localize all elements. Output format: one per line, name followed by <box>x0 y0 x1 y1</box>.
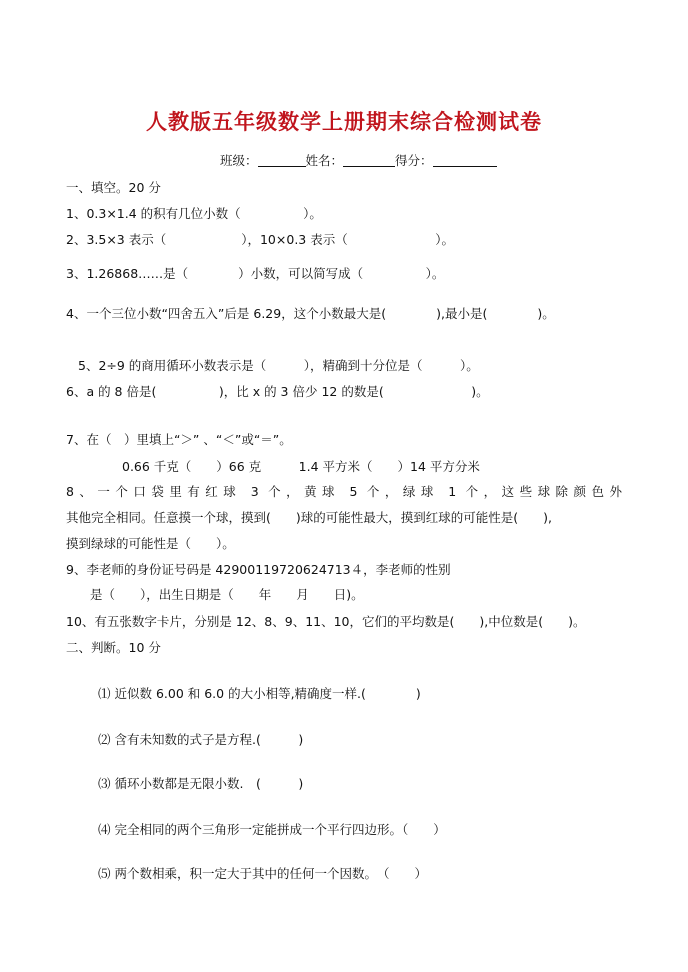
judge-5: ⑸ 两个数相乘，积一定大于其中的任何一个因数。 （ ） <box>98 866 427 881</box>
judge-1: ⑴ 近似数 6.00 和 6.0 的大小相等,精确度一样.( ) <box>98 686 421 701</box>
question-7-items: 0.66 千克（ ）66 克 1.4 平方米（ ）14 平方分米 <box>122 459 480 474</box>
score-label: 得分： <box>395 153 433 168</box>
section-fill-heading: 一、填空。20 分 <box>66 180 161 195</box>
question-5: 5、2÷9 的商用循环小数表示是（ ），精确到十分位是（ ）。 <box>78 358 479 373</box>
judge-2: ⑵ 含有未知数的式子是方程.( ) <box>98 732 304 747</box>
question-8-line-1: 8、一个口袋里有红球 3 个，黄球 5 个，绿球 1 个，这些球除颜色外 <box>66 484 622 499</box>
score-blank[interactable] <box>433 153 497 167</box>
question-2: 2、3.5×3 表示（ ），10×0.3 表示（ ）。 <box>66 232 454 247</box>
page-title: 人教版五年级数学上册期末综合检测试卷 <box>146 109 542 134</box>
question-9-line-1: 9、李老师的身份证号码是 42900119720624713４，李老师的性别 <box>66 562 451 577</box>
class-blank[interactable] <box>258 153 306 167</box>
question-6: 6、a 的 8 倍是( )，比 x 的 3 倍少 12 的数是( )。 <box>66 384 489 399</box>
question-9-line-2: 是（ ），出生日期是（ 年 月 日)。 <box>90 587 364 602</box>
question-4: 4、一个三位小数“四舍五入”后是 6.29，这个小数最大是( ),最小是( )。 <box>66 306 555 321</box>
class-label: 班级： <box>220 153 258 168</box>
question-3: 3、1.26868……是（ ）小数，可以简写成（ ）。 <box>66 266 445 281</box>
judge-3: ⑶ 循环小数都是无限小数. ( ) <box>98 776 304 791</box>
name-blank[interactable] <box>343 153 395 167</box>
question-8-line-2: 其他完全相同。任意摸一个球，摸到( )球的可能性最大，摸到红球的可能性是( ), <box>66 510 552 525</box>
question-1: 1、0.3×1.4 的积有几位小数（ ）。 <box>66 206 322 221</box>
section-judge-heading: 二、判断。10 分 <box>66 640 161 655</box>
question-10: 10、有五张数字卡片，分别是 12、8、9、11、10，它们的平均数是( ),中位数是( )。 <box>66 614 586 629</box>
question-8-line-3: 摸到绿球的可能性是（ ）。 <box>66 536 235 551</box>
name-label: 姓名： <box>305 153 344 168</box>
student-info-row <box>220 151 497 169</box>
question-7: 7、在（ ）里填上“＞” 、“＜”或“＝”。 <box>66 432 292 447</box>
judge-4: ⑷ 完全相同的两个三角形一定能拼成一个平行四边形。（ ） <box>98 822 446 837</box>
